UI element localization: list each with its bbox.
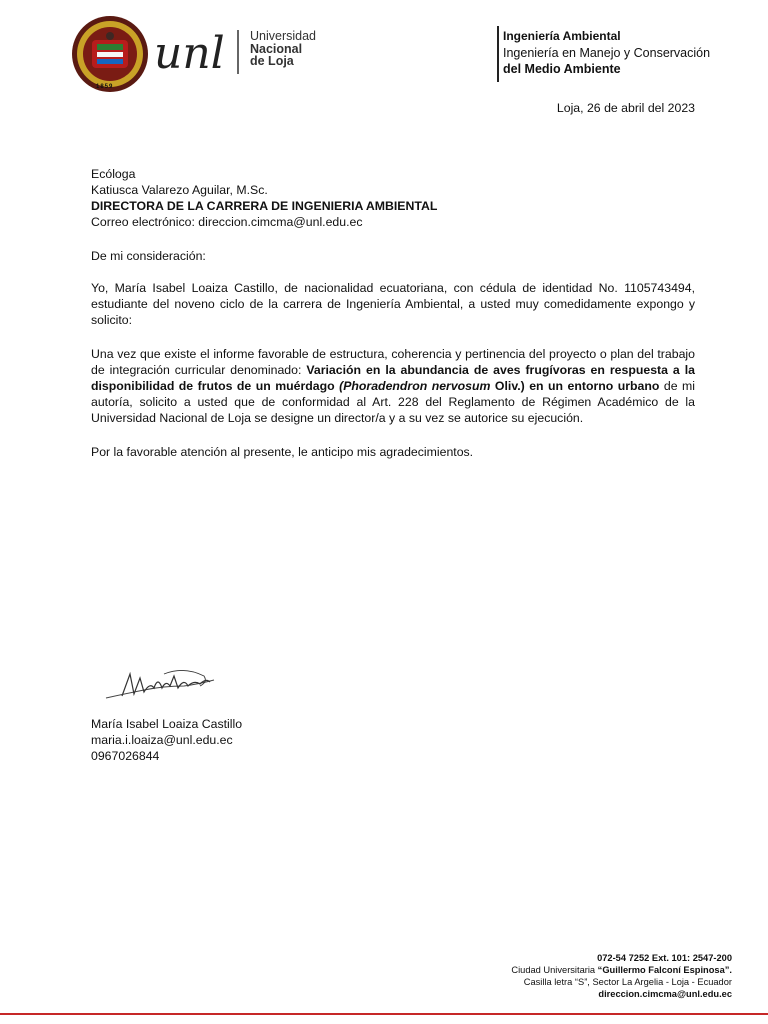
footer-email: direccion.cimcma@unl.edu.ec xyxy=(598,989,732,999)
signer-email: maria.i.loaiza@unl.edu.ec xyxy=(91,733,233,747)
signer-phone: 0967026844 xyxy=(91,749,160,763)
recipient-email: Correo electrónico: direccion.cimcma@unl.edu.ec xyxy=(91,215,363,229)
recipient-block xyxy=(91,166,695,230)
university-name-line2: Nacional xyxy=(250,41,303,56)
footer-contact xyxy=(511,952,732,1000)
department-line1: Ingeniería Ambiental xyxy=(503,29,621,43)
unl-logo-text: unl xyxy=(154,28,225,76)
paragraph-intro: Yo, María Isabel Loaiza Castillo, de nacionalidad ecuatoriana, con cédula de identidad No. 1105743494, estudiante del noveno ciclo de la carrera de Ingeniería Ambiental, a usted muy comedidamente expongo y solicito: xyxy=(91,281,695,327)
recipient-position: DIRECTORA DE LA CARRERA DE INGENIERIA AMBIENTAL xyxy=(91,199,438,213)
request-rest: de mi autoría, solicito a usted que de conformidad al Art. 228 del Reglamento de Régimen Académico de la Universidad Nacional de Loja se designe un director/a y a su vez se autorice su ejecución. xyxy=(91,379,695,425)
closing-sentence: Por la favorable atención al presente, le anticipo mis agradecimientos. xyxy=(91,445,474,459)
department-line3: del Medio Ambiente xyxy=(503,62,621,76)
university-name-line1: Universidad xyxy=(250,29,317,43)
greeting: De mi consideración: xyxy=(91,249,206,263)
footer-accent-line xyxy=(0,1013,768,1015)
recipient-name: Katiusca Valarezo Aguilar, M.Sc. xyxy=(91,183,268,197)
recipient-title: Ecóloga xyxy=(91,167,136,181)
request-intro: Una vez que existe el informe favorable de estructura, coherencia y pertinencia del proyecto o plan del trabajo de integración curricular denominado: xyxy=(91,347,695,377)
project-title-part2: Oliv.) en un entorno urbano xyxy=(490,379,660,393)
signer-block xyxy=(91,716,695,764)
unl-logo xyxy=(154,26,244,76)
university-seal-icon xyxy=(70,14,150,94)
seal-year: 1859 xyxy=(96,84,114,90)
university-name-line3: de Loja xyxy=(250,54,294,68)
university-name xyxy=(250,30,316,68)
footer-campus-name: “Guillermo Falconí Espinosa”. xyxy=(597,965,732,975)
handwritten-signature xyxy=(104,668,216,708)
project-title-part1: Variación en la abundancia de aves frugívoras en respuesta a la disponibilidad de frutos de un muérdago xyxy=(91,363,695,393)
project-title-species: (Phoradendron nervosum xyxy=(339,379,491,393)
footer-phone: 072-54 7252 Ext. 101: 2547-200 xyxy=(597,953,732,963)
signer-name: María Isabel Loaiza Castillo xyxy=(91,717,243,731)
footer-campus-prefix: Ciudad Universitaria xyxy=(511,965,598,975)
header-divider xyxy=(497,26,499,82)
department-block xyxy=(503,28,710,78)
footer-address: Casilla letra “S”, Sector La Argelia - Loja - Ecuador xyxy=(523,977,732,987)
department-line2: Ingeniería en Manejo y Conservación xyxy=(503,45,711,60)
letter-date: Loja, 26 de abril del 2023 xyxy=(556,101,695,115)
paragraph-request xyxy=(91,346,695,426)
